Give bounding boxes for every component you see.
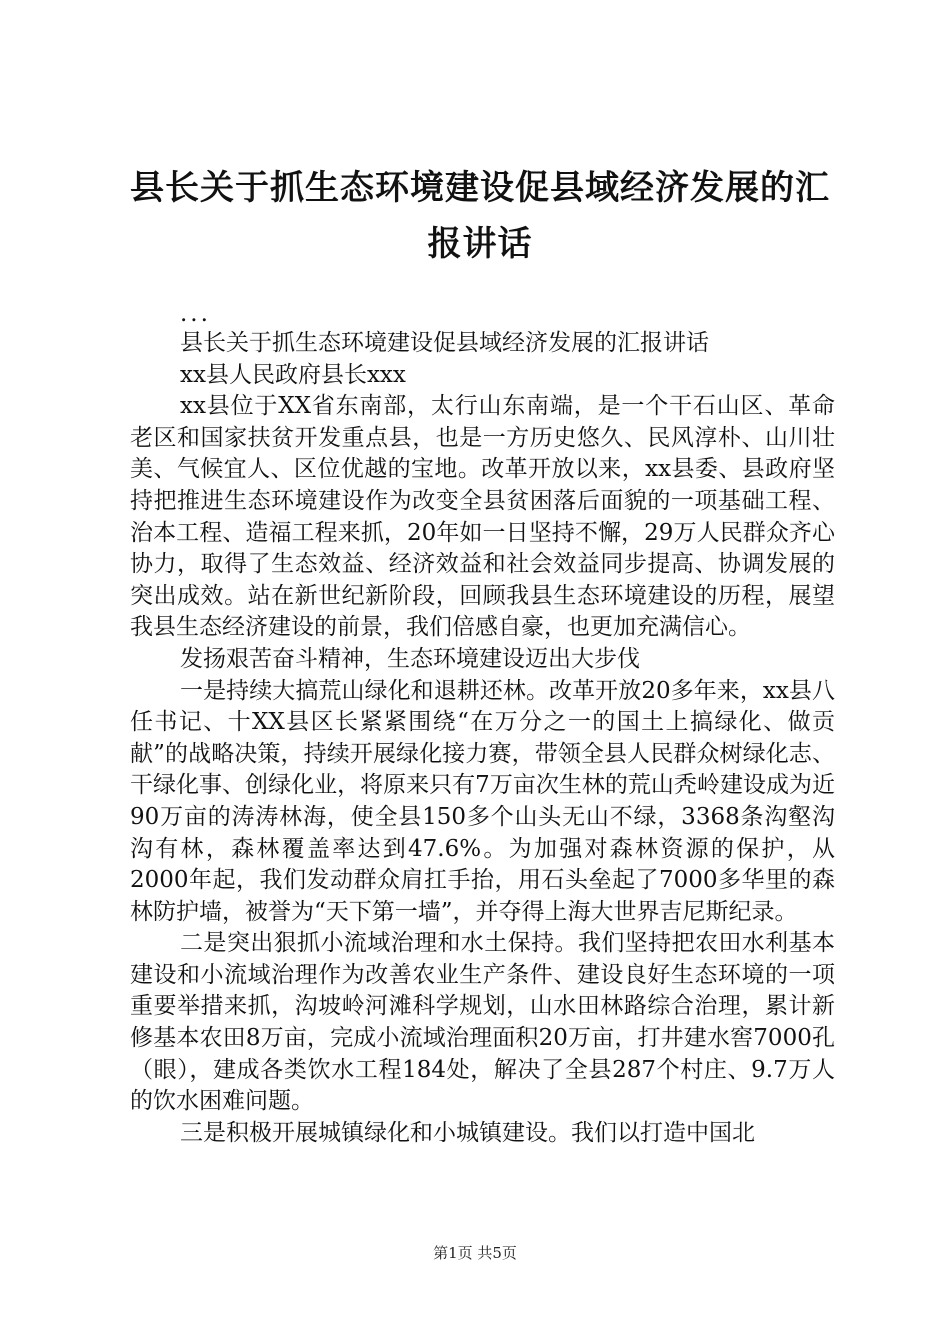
section-heading: 发扬艰苦奋斗精神，生态环境建设迈出大步伐 xyxy=(180,645,640,672)
title-line-1: 县长关于抓生态环境建设促县域经济发展的汇 xyxy=(130,168,830,208)
paragraph-one: 一是持续大搞荒山绿化和退耕还林。改革开放20多年来，xx县八任书记、十XX县区长紧紧围绕“在万分之一的国土上搞绿化、做贡献”的战略决策，持续开展绿化接力赛，带领全县人民群众树绿化志、干绿化事、创绿化业，将原来只有7万亩次生林的荒山秃岭建设成为近90万亩的涛涛林海，使全县150多个山头无山不绿，3368条沟壑沟沟有林，森林覆盖率达到47.6%。为加强对森林资源的保护，从2000年起，我们发动群众肩扛手抬，用石头垒起了7000多华里的森林防护墙，被誉为“天下第一墙”，并夺得上海大世界吉尼斯纪录。 xyxy=(130,677,835,925)
document-body xyxy=(130,300,835,1149)
title-line-2: 报讲话 xyxy=(427,224,533,264)
document-title xyxy=(110,160,850,272)
ellipsis-marker: ... xyxy=(180,301,211,327)
page-footer: 第1页 共5页 xyxy=(433,1244,517,1262)
paragraph-three: 三是积极开展城镇绿化和小城镇建设。我们以打造中国北 xyxy=(180,1119,755,1146)
paragraph-two: 二是突出狠抓小流域治理和水土保持。我们坚持把农田水利基本建设和小流域治理作为改善农业生产条件、建设良好生态环境的一项重要举措来抓，沟坡岭河滩科学规划，山水田林路综合治理，累计新修基本农田8万亩，完成小流域治理面积20万亩，打井建水窖7000孔（眼），建成各类饮水工程184处，解决了全县287个村庄、9.7万人的饮水困难问题。 xyxy=(130,930,835,1115)
paragraph-intro: xx县位于XX省东南部，太行山东南端，是一个干石山区、革命老区和国家扶贫开发重点县，也是一方历史悠久、民风淳朴、山川壮美、气候宜人、区位优越的宝地。改革开放以来，xx县委、县政府坚持把推进生态环境建设作为改变全县贫困落后面貌的一项基础工程、治本工程、造福工程来抓，20年如一日坚持不懈，29万人民群众齐心协力，取得了生态效益、经济效益和社会效益同步提高、协调发展的突出成效。站在新世纪新阶段，回顾我县生态环境建设的历程，展望我县生态经济建设的前景，我们倍感自豪，也更加充满信心。 xyxy=(130,393,835,641)
document-subtitle: 县长关于抓生态环境建设促县域经济发展的汇报讲话 xyxy=(180,330,709,356)
author-line: xx县人民政府县长xxx xyxy=(180,361,406,388)
